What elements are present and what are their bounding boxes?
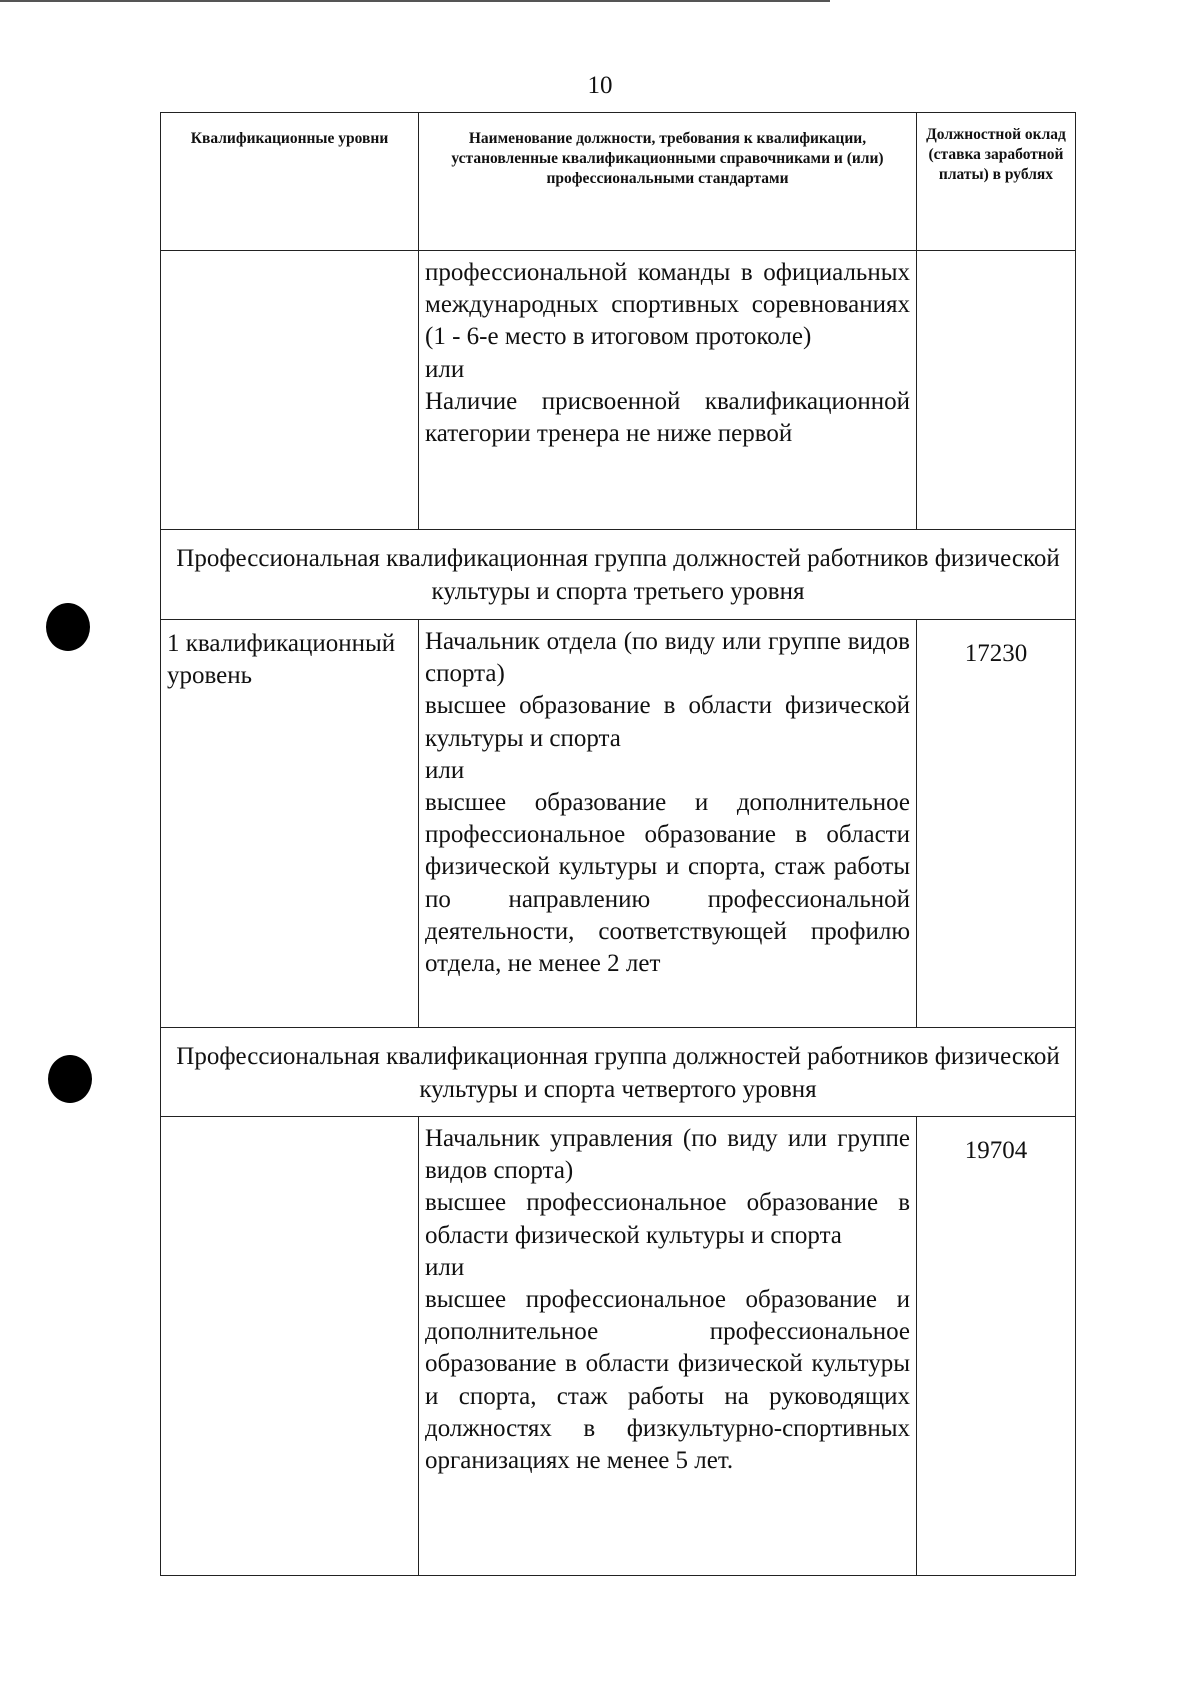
description-text: или — [425, 355, 465, 383]
description-text: высшее образование в области физической культуры и спорта — [425, 692, 910, 752]
group-header-row — [161, 530, 1076, 620]
salary-cell — [917, 251, 1076, 530]
table-row — [161, 1117, 1076, 1576]
description-cell — [419, 251, 917, 530]
table-row — [161, 620, 1076, 1028]
group-header-row — [161, 1028, 1076, 1117]
description-text: или — [425, 1253, 465, 1281]
salary-cell: 19704 — [917, 1117, 1076, 1576]
description-text: Наличие присвоенной квалификационной категории тренера не ниже первой — [425, 387, 910, 448]
description-text: Начальник управления (по виду или группе видов спорта) — [425, 1125, 910, 1185]
description-text: высшее профессиональное образование и дополнительное профессиональное образование в области физической культуры и спорта, стаж работы на руководящих должностях в физкультурно-спортивных организациях не менее 5 лет. — [425, 1286, 910, 1475]
description-cell — [419, 1117, 917, 1576]
description-text: Начальник отдела (по виду или группе видов спорта) — [425, 628, 910, 688]
table-row — [161, 251, 1076, 530]
group-title: Профессиональная квалификационная группа должностей работников физической культуры и спорта третьего уровня — [161, 530, 1076, 620]
level-cell — [161, 1117, 419, 1576]
header-description: Наименование должности, требования к квалификации, установленные квалификационными справочниками и (или) профессиональными стандартами — [419, 113, 917, 251]
level-cell — [161, 251, 419, 530]
description-text: высшее профессиональное образование в области физической культуры и спорта — [425, 1189, 910, 1249]
header-level: Квалификационные уровни — [161, 113, 419, 251]
level-cell: 1 квалификационный уровень — [161, 620, 419, 1028]
punch-hole-mark — [48, 1055, 92, 1103]
group-title: Профессиональная квалификационная группа должностей работников физической культуры и спорта четвертого уровня — [161, 1028, 1076, 1117]
salary-cell: 17230 — [917, 620, 1076, 1028]
table-header-row — [161, 113, 1076, 251]
description-text: профессиональной команды в официальных международных спортивных соревнованиях (1 - 6-е место в итоговом протоколе) — [425, 259, 910, 351]
header-salary: Должностной оклад (ставка заработной платы) в рублях — [917, 113, 1076, 251]
punch-hole-mark — [46, 603, 90, 651]
qualification-salary-table — [160, 112, 1076, 1576]
description-text: высшее образование и дополнительное профессиональное образование в области физической культуры и спорта, стаж работы по направлению профессиональной деятельности, соответствующей профилю отдела, не менее 2 лет — [425, 789, 910, 978]
page-number: 10 — [587, 72, 613, 99]
scan-edge-line — [0, 0, 830, 2]
description-cell — [419, 620, 917, 1028]
description-text: или — [425, 756, 465, 784]
